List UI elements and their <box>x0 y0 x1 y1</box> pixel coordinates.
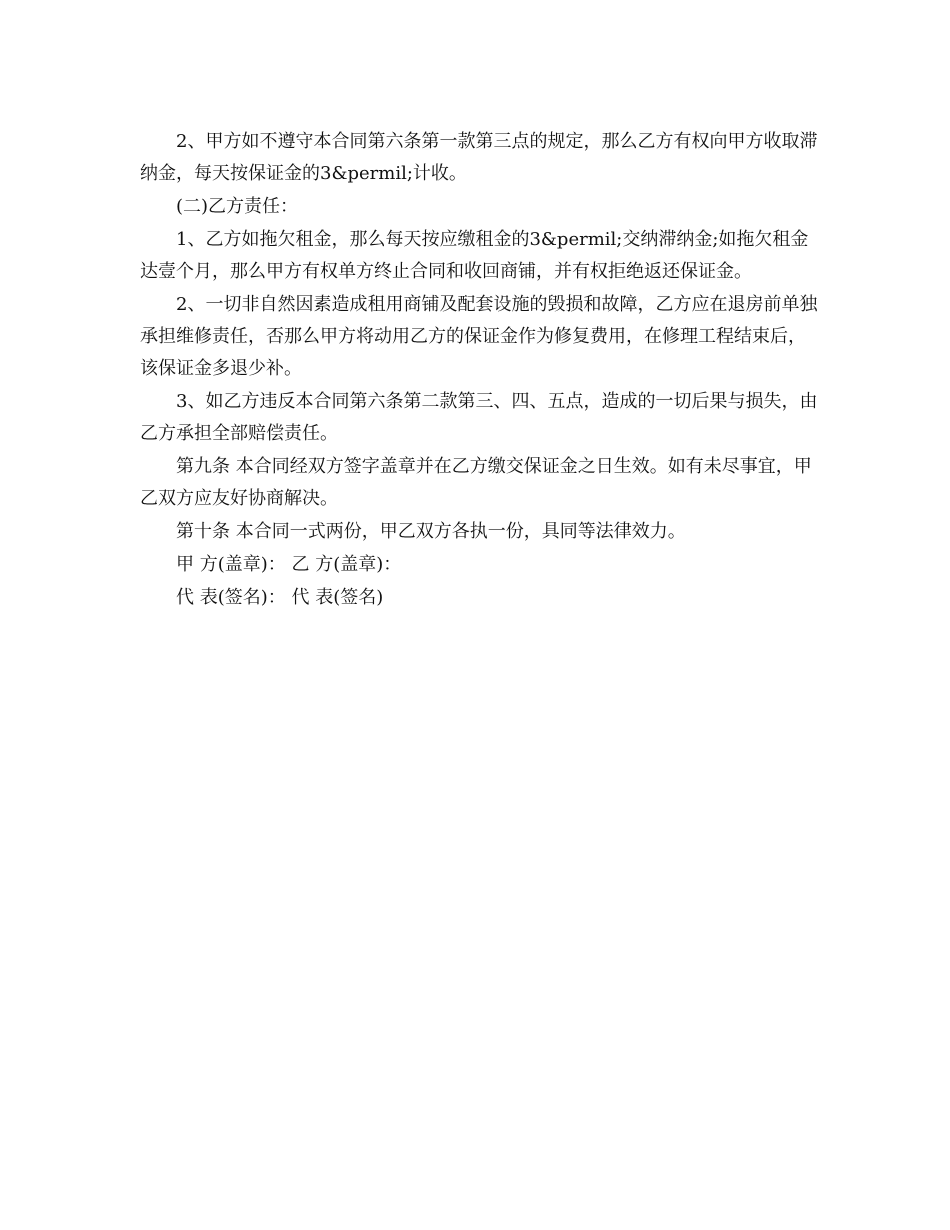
signature-seal-line: 甲 方(盖章)： 乙 方(盖章)： <box>176 554 402 575</box>
document-body <box>140 126 820 615</box>
paragraph-damage-repair: 2、一切非自然因素造成租用商铺及配套设施的毁损和故障，乙方应在退房前单独承担维修责任，否那么甲方将动用乙方的保证金作为修复费用，在修理工程结束后，该保证金多退少补。 <box>140 294 818 379</box>
paragraph-article-ten: 第十条 本合同一式两份，甲乙双方各执一份，具同等法律效力。 <box>176 521 686 542</box>
paragraph-party-a-late-fee: 2、甲方如不遵守本合同第六条第一款第三点的规定，那么乙方有权向甲方收取滞纳金，每天按保证金的3&permil;计收。 <box>140 131 818 184</box>
paragraph-rent-arrears: 1、乙方如拖欠租金，那么每天按应缴租金的3&permil;交纳滞纳金;如拖欠租金达壹个月，那么甲方有权单方终止合同和收回商铺，并有权拒绝返还保证金。 <box>140 229 809 282</box>
paragraph-article-nine: 第九条 本合同经双方签字盖章并在乙方缴交保证金之日生效。如有未尽事宜，甲乙双方应友好协商解决。 <box>140 456 812 509</box>
signature-representative-line: 代 表(签名)： 代 表(签名) <box>176 587 384 608</box>
paragraph-party-b-heading: (二)乙方责任： <box>176 196 299 217</box>
paragraph-breach-liability: 3、如乙方违反本合同第六条第二款第三、四、五点，造成的一切后果与损失，由乙方承担全部赔偿责任。 <box>140 391 818 444</box>
